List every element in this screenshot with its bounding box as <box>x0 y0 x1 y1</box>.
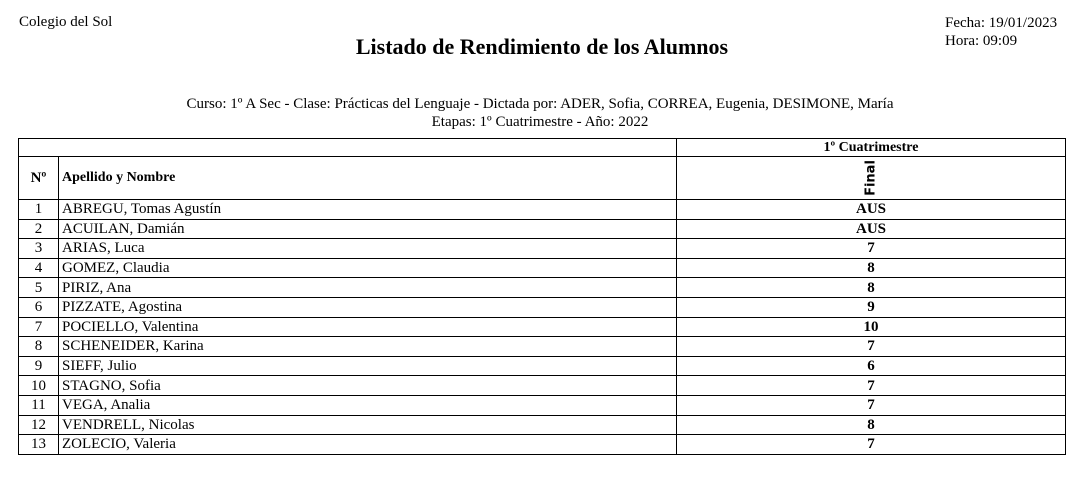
final-grade: 8 <box>677 415 1066 435</box>
row-number: 10 <box>19 376 59 396</box>
table-row <box>19 395 1066 415</box>
table-row <box>19 317 1066 337</box>
page-title: Listado de Rendimiento de los Alumnos <box>355 34 729 59</box>
row-number: 12 <box>19 415 59 435</box>
table-row <box>19 258 1066 278</box>
table-row <box>19 278 1066 298</box>
table-row <box>19 376 1066 396</box>
table-row <box>19 297 1066 317</box>
final-grade: AUS <box>677 200 1066 220</box>
row-number: 4 <box>19 258 59 278</box>
student-name: SCHENEIDER, Karina <box>59 337 677 357</box>
report-date: Fecha: 19/01/2023 <box>945 15 1058 31</box>
row-number: 2 <box>19 219 59 239</box>
student-name: SIEFF, Julio <box>59 356 677 376</box>
column-header-name: Apellido y Nombre <box>59 157 677 200</box>
table-header-period-row <box>19 139 1066 157</box>
empty-header-cell <box>19 139 677 157</box>
column-header-number: Nº <box>19 157 59 200</box>
student-name: POCIELLO, Valentina <box>59 317 677 337</box>
row-number: 11 <box>19 395 59 415</box>
student-name: PIRIZ, Ana <box>59 278 677 298</box>
student-name: ZOLECIO, Valeria <box>59 435 677 455</box>
table-row <box>19 219 1066 239</box>
final-grade: 10 <box>677 317 1066 337</box>
period-header: 1º Cuatrimestre <box>677 139 1066 157</box>
student-name: STAGNO, Sofia <box>59 376 677 396</box>
final-grade: 7 <box>677 435 1066 455</box>
student-name: VENDRELL, Nicolas <box>59 415 677 435</box>
student-name: PIZZATE, Agostina <box>59 297 677 317</box>
grades-table <box>18 138 1066 455</box>
student-name: ARIAS, Luca <box>59 239 677 259</box>
table-row <box>19 337 1066 357</box>
final-grade: 7 <box>677 376 1066 396</box>
student-name: GOMEZ, Claudia <box>59 258 677 278</box>
school-name: Colegio del Sol <box>19 14 113 30</box>
row-number: 7 <box>19 317 59 337</box>
row-number: 9 <box>19 356 59 376</box>
report-time: Hora: 09:09 <box>945 33 1018 49</box>
table-row <box>19 415 1066 435</box>
table-row <box>19 435 1066 455</box>
table-row <box>19 239 1066 259</box>
final-grade: 8 <box>677 278 1066 298</box>
table-row <box>19 356 1066 376</box>
final-grade: 7 <box>677 337 1066 357</box>
stage-line: Etapas: 1º Cuatrimestre - Año: 2022 <box>431 114 649 130</box>
row-number: 13 <box>19 435 59 455</box>
row-number: 8 <box>19 337 59 357</box>
table-body <box>19 200 1066 455</box>
column-header-final <box>677 157 1066 200</box>
student-name: ABREGU, Tomas Agustín <box>59 200 677 220</box>
table-header-row <box>19 157 1066 200</box>
final-grade: 9 <box>677 297 1066 317</box>
row-number: 1 <box>19 200 59 220</box>
student-name: ACUILAN, Damián <box>59 219 677 239</box>
row-number: 3 <box>19 239 59 259</box>
table-row <box>19 200 1066 220</box>
row-number: 5 <box>19 278 59 298</box>
row-number: 6 <box>19 297 59 317</box>
final-grade: 6 <box>677 356 1066 376</box>
student-name: VEGA, Analia <box>59 395 677 415</box>
final-grade: AUS <box>677 219 1066 239</box>
course-line: Curso: 1º A Sec - Clase: Prácticas del Lenguaje - Dictada por: ADER, Sofia, CORREA, Eugenia, DESIMONE, María <box>186 96 894 112</box>
report-subtitle <box>0 95 1080 131</box>
final-grade: 7 <box>677 395 1066 415</box>
column-header-final-label: Final <box>863 160 879 196</box>
final-grade: 7 <box>677 239 1066 259</box>
final-grade: 8 <box>677 258 1066 278</box>
